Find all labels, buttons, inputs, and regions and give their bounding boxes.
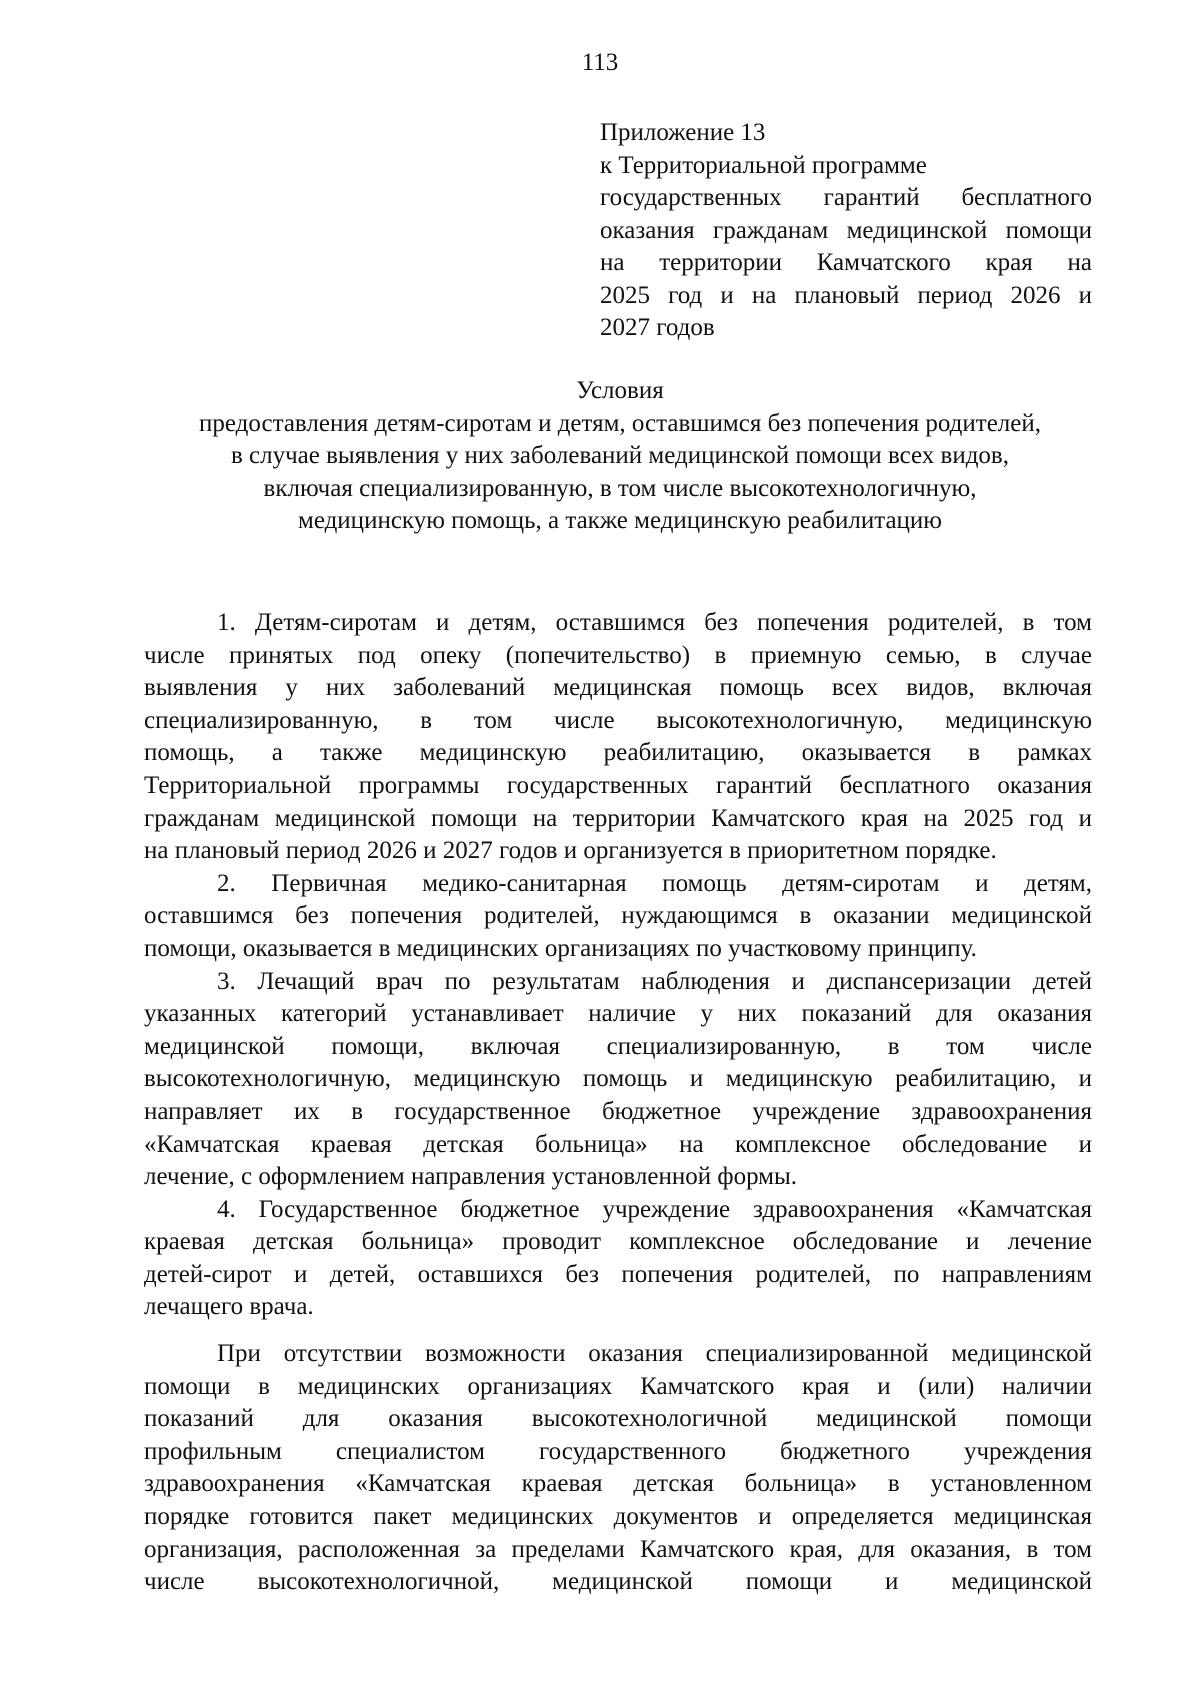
paragraph-line: здравоохранения «Камчатская краевая детская больница» в установленном xyxy=(144,1470,1092,1498)
page-number: 113 xyxy=(581,49,619,76)
appendix-line: государственных гарантий бесплатного xyxy=(600,184,1092,211)
paragraph-2 xyxy=(144,868,1092,966)
paragraph-line: помощь, а также медицинскую реабилитацию, оказывается в рамках xyxy=(144,739,1092,767)
paragraph-line: организация, расположенная за пределами Камчатского края, для оказания, в том xyxy=(144,1535,1092,1563)
paragraph-5 xyxy=(144,1338,1092,1599)
paragraph-line: на плановый период 2026 и 2027 годов и организуется в приоритетном порядке. xyxy=(144,837,997,865)
paragraph-line: медицинской помощи, включая специализированную, в том числе xyxy=(144,1032,1092,1060)
title-line: Условия xyxy=(576,377,664,404)
paragraph-line: 1. Детям-сиротам и детям, оставшимся без попечения родителей, в том xyxy=(217,609,1092,636)
paragraph-line: указанных категорий устанавливает наличие у них показаний для оказания xyxy=(144,1000,1092,1028)
paragraph-line: помощи в медицинских организациях Камчатского края и (или) наличии xyxy=(144,1372,1092,1400)
paragraph-line: числе принятых под опеку (попечительство) в приемную семью, в случае xyxy=(144,641,1092,669)
paragraph-line: 4. Государственное бюджетное учреждение здравоохранения «Камчатская xyxy=(217,1195,1092,1223)
paragraph-line: высокотехнологичную, медицинскую помощь и медицинскую реабилитацию, и xyxy=(144,1065,1092,1093)
paragraph-line: выявления у них заболеваний медицинская помощь всех видов, включая xyxy=(144,674,1092,702)
paragraph-line: профильным специалистом государственного бюджетного учреждения xyxy=(144,1437,1092,1465)
appendix-header xyxy=(600,117,1092,345)
paragraph-line: краевая детская больница» проводит комплексное обследование и лечение xyxy=(144,1228,1092,1256)
appendix-line: оказания гражданам медицинской помощи xyxy=(600,216,1092,244)
document-body xyxy=(144,607,1092,1599)
paragraph-line: 3. Лечащий врач по результатам наблюдения и диспансеризации детей xyxy=(217,967,1092,995)
paragraph-line: показаний для оказания высокотехнологичной медицинской помощи xyxy=(144,1405,1092,1433)
paragraph-line: гражданам медицинской помощи на территории Камчатского края на 2025 год и xyxy=(144,804,1092,832)
paragraph-line: помощи, оказывается в медицинских организациях по участковому принципу. xyxy=(144,934,977,962)
appendix-line: на территории Камчатского края на xyxy=(600,249,1092,276)
paragraph-line: специализированную, в том числе высокотехнологичную, медицинскую xyxy=(144,706,1092,734)
paragraph-3 xyxy=(144,966,1092,1194)
paragraph-line: «Камчатская краевая детская больница» на комплексное обследование и xyxy=(144,1130,1092,1158)
paragraph-4 xyxy=(144,1194,1092,1324)
paragraph-line: 2. Первичная медико-санитарная помощь детям-сиротам и детям, xyxy=(217,869,1092,897)
title-line: предоставления детям-сиротам и детям, оставшимся без попечения родителей, xyxy=(199,409,1041,437)
appendix-line: к Территориальной программе xyxy=(600,151,927,179)
paragraph-line: детей-сирот и детей, оставшихся без попечения родителей, по направлениям xyxy=(144,1260,1092,1288)
paragraph-1 xyxy=(144,607,1092,868)
paragraph-line: оставшимся без попечения родителей, нуждающимся в оказании медицинской xyxy=(144,902,1092,930)
title-line: в случае выявления у них заболеваний медицинской помощи всех видов, xyxy=(230,442,1009,469)
document-title xyxy=(140,375,1100,538)
appendix-line: 2027 годов xyxy=(600,314,715,341)
paragraph-line: лечение, с оформлением направления установленной формы. xyxy=(144,1163,798,1191)
title-line: медицинскую помощь, а также медицинскую реабилитацию xyxy=(298,507,942,534)
paragraph-line: числе высокотехнологичной, медицинской помощи и медицинской xyxy=(144,1568,1092,1596)
paragraph-line: порядке готовится пакет медицинских документов и определяется медицинская xyxy=(144,1503,1092,1531)
paragraph-line: Территориальной программы государственных гарантий бесплатного оказания xyxy=(144,771,1092,799)
appendix-line: 2025 год и на плановый период 2026 и xyxy=(600,281,1092,309)
paragraph-line: направляет их в государственное бюджетное учреждение здравоохранения xyxy=(144,1097,1092,1125)
title-line: включая специализированную, в том числе высокотехнологичную, xyxy=(263,474,977,502)
paragraph-line: При отсутствии возможности оказания специализированной медицинской xyxy=(217,1340,1092,1368)
appendix-line: Приложение 13 xyxy=(600,119,766,146)
paragraph-line: лечащего врача. xyxy=(144,1293,314,1321)
